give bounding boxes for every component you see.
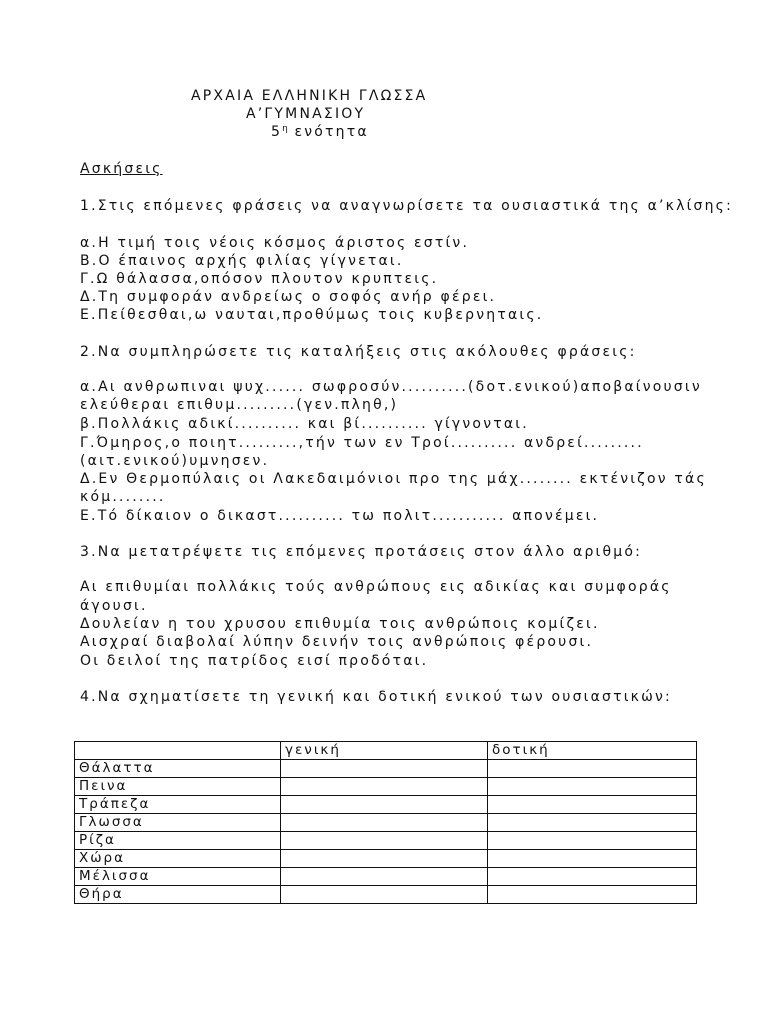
dative-answer-cell[interactable] [488, 886, 697, 904]
exercise1-line: Δ.Τη συμφοράν ανδρείως ο σοφός ανήρ φέρει. [80, 289, 497, 305]
dative-answer-cell[interactable] [488, 778, 697, 796]
dative-answer-cell[interactable] [488, 760, 697, 778]
table-header-row [75, 742, 697, 760]
exercise3-line: Αι επιθυμίαι πολλάκις τούς ανθρώπους εις αδικίας και συμφοράς [80, 579, 672, 595]
exercise1-prompt: 1.Στις επόμενες φράσεις να αναγνωρίσετε τα ουσιαστικά της α’κλίσης: [80, 198, 734, 214]
exercise3-line: άγουσι. [80, 598, 148, 614]
table-row [75, 832, 697, 850]
genitive-answer-cell[interactable] [281, 832, 488, 850]
exercise1-line: Ε.Πείθεσθαι,ω ναυται,προθύμως τοις κυβερνηταις. [80, 307, 544, 323]
noun-cell: Θάλαττα [75, 760, 281, 778]
table-row [75, 796, 697, 814]
noun-cell: Θήρα [75, 886, 281, 904]
exercise2-line: κόμ........ [80, 489, 166, 505]
genitive-answer-cell[interactable] [281, 886, 488, 904]
table-row [75, 760, 697, 778]
genitive-answer-cell[interactable] [281, 760, 488, 778]
dative-answer-cell[interactable] [488, 832, 697, 850]
exercise2-line: Δ.Εν Θερμοπύλαις οι Λακεδαιμόνιοι προ της μάχ........ εκτένιζον τάς [80, 471, 707, 487]
dative-answer-cell[interactable] [488, 868, 697, 886]
dative-answer-cell[interactable] [488, 796, 697, 814]
genitive-answer-cell[interactable] [281, 850, 488, 868]
table-row [75, 778, 697, 796]
exercise3-line: Δουλείαν η του χρυσου επιθυμία τοις ανθρώποις κομίζει. [80, 616, 600, 632]
table-header-cell-genitive: γενική [281, 742, 488, 760]
exercise2-line: β.Πολλάκις αδικί.......... και βί.......... γίγνονται. [80, 416, 529, 432]
exercise3-line: Αισχραί διαβολαί λύπην δεινήν τοις ανθρώποις φέρουσι. [80, 634, 594, 650]
declension-table [74, 741, 697, 904]
genitive-answer-cell[interactable] [281, 814, 488, 832]
noun-cell: Τράπεζα [75, 796, 281, 814]
class-level: Α’ΓΥΜΝΑΣΙΟΥ [246, 106, 366, 122]
noun-cell: Πεινα [75, 778, 281, 796]
noun-cell: Μέλισσα [75, 868, 281, 886]
table-row [75, 868, 697, 886]
exercise2-line: (αιτ.ενικού)υμνησεν. [80, 453, 270, 469]
noun-cell: Γλωσσα [75, 814, 281, 832]
exercise2-prompt: 2.Να συμπληρώσετε τις καταλήξεις στις ακόλουθες φράσεις: [80, 344, 637, 360]
exercise2-line: α.Αι ανθρωπιναι ψυχ...... σωφροσύν..........(δοτ.ενικού)αποβαίνουσιν [80, 379, 702, 395]
unit-word: ενότητα [287, 124, 369, 140]
exercise3-prompt: 3.Να μετατρέψετε τις επόμενες προτάσεις στον άλλο αριθμό: [80, 544, 643, 560]
worksheet-title: ΑΡΧΑΙΑ ΕΛΛΗΝΙΚΗ ΓΛΩΣΣΑ [191, 88, 428, 104]
exercise1-line: Γ.Ω θάλασσα,οπόσον πλουτον κρυπτεις. [80, 271, 439, 287]
table-header-cell-dative: δοτική [488, 742, 697, 760]
table-row [75, 850, 697, 868]
genitive-answer-cell[interactable] [281, 796, 488, 814]
exercise2-line: Ε.Τό δίκαιον ο δικαστ.......... τω πολιτ........... απονέμει. [80, 508, 600, 524]
dative-answer-cell[interactable] [488, 850, 697, 868]
dative-answer-cell[interactable] [488, 814, 697, 832]
genitive-answer-cell[interactable] [281, 868, 488, 886]
exercise2-line: Γ.Όμηρος,ο ποιητ.........,τήν των εν Τροί.......... ανδρεί......... [80, 435, 644, 451]
exercise4-prompt: 4.Να σχηματίσετε τη γενική και δοτική ενικού των ουσιαστικών: [80, 689, 672, 705]
noun-cell: Ρίζα [75, 832, 281, 850]
exercise2-line: ελεύθεραι επιθυμ.........(γεν.πληθ,) [80, 397, 399, 413]
unit-label [271, 123, 369, 141]
table-header-cell [75, 742, 281, 760]
table-row [75, 886, 697, 904]
unit-superscript: η [282, 124, 288, 134]
section-heading: Ασκήσεις [80, 161, 163, 177]
exercise1-line: α.Η τιμή τοις νέοις κόσμος άριστος εστίν. [80, 235, 470, 251]
genitive-answer-cell[interactable] [281, 778, 488, 796]
exercise3-line: Οι δειλοί της πατρίδος εισί προδόται. [80, 653, 429, 669]
table-row [75, 814, 697, 832]
unit-number: 5 [271, 124, 283, 140]
noun-cell: Χώρα [75, 850, 281, 868]
exercise1-line: Β.Ο έπαινος αρχής φιλίας γίγνεται. [80, 253, 404, 269]
